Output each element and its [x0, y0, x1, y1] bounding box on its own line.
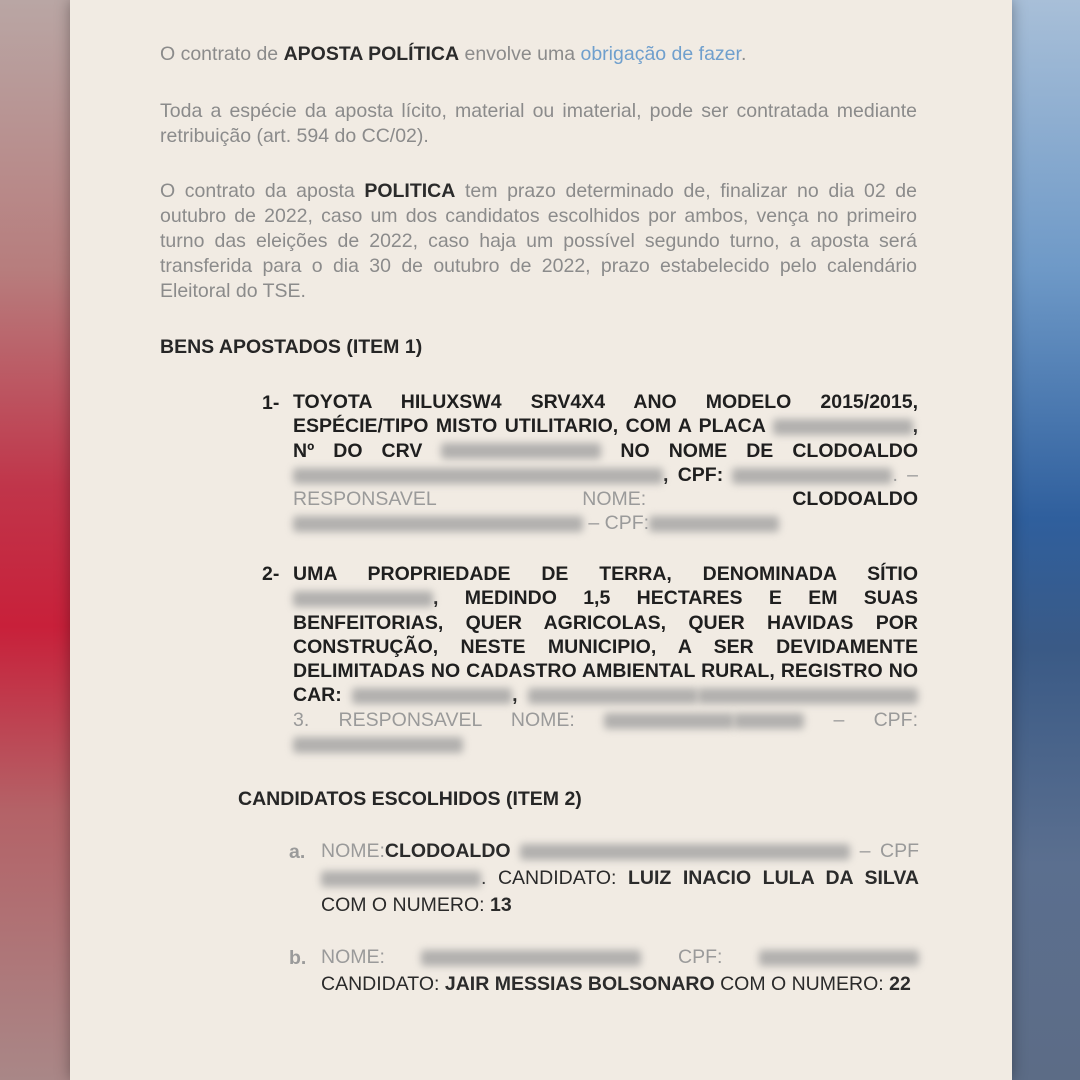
- item1-part-b: , Nº DO CRV: [293, 415, 918, 462]
- item1-part-c: NO NOME DE CLODOALDO: [601, 439, 918, 462]
- cpf-label-a: CPF: [880, 840, 920, 862]
- redacted-car-1: [352, 688, 512, 704]
- redacted-responsavel-2: [604, 713, 734, 729]
- cpf-label-b: CPF:: [678, 946, 723, 968]
- item1-part-g: – CPF:: [583, 512, 650, 535]
- intro-paragraph-2: Toda a espécie da aposta lícito, material ou imaterial, pode ser contratada mediante retribuição (art. 594 do CC/02).: [160, 100, 917, 147]
- candidate-a-letter: a.: [289, 841, 306, 863]
- p3-text-2: tem prazo determinado de, finalizar no dia 02 de outubro de 2022, caso um dos candidatos escolhidos por ambos, vença no primeiro turno das eleições de 2022, caso haja um possível segundo turno, a aposta será transferida para o dia 30 de outubro de 2022, prazo estabelecido pelo calendário Eleitoral do TSE.: [160, 180, 917, 302]
- redacted-responsavel: [293, 516, 583, 532]
- item1-part-a: TOYOTA HILUXSW4 SRV4X4 ANO MODELO 2015/2015, ESPÉCIE/TIPO MISTO UTILITARIO, COM A PLACA: [293, 391, 918, 438]
- numero-b: 22: [889, 973, 911, 995]
- redacted-surname-2: [734, 713, 804, 729]
- obrigacao-link[interactable]: obrigação de fazer: [580, 43, 741, 65]
- item1-text: [293, 390, 918, 536]
- item2-part-e: – CPF:: [804, 708, 919, 731]
- candidate-b: [321, 944, 919, 998]
- bens-heading: BENS APOSTADOS (ITEM 1): [160, 336, 423, 358]
- redacted-car-2: [528, 688, 698, 704]
- item1-part-d: , CPF:: [663, 463, 733, 486]
- dash-a: –: [850, 840, 871, 862]
- redacted-surname: [293, 468, 663, 484]
- candidato-label-a: . CANDIDATO:: [481, 867, 628, 889]
- candidate-a: [321, 838, 919, 919]
- numero-label-a: COM O NUMERO:: [321, 894, 490, 916]
- nome-label-a: NOME:: [321, 840, 385, 862]
- candidatos-heading: CANDIDATOS ESCOLHIDOS (ITEM 2): [238, 788, 582, 810]
- numero-a: 13: [490, 894, 512, 916]
- redacted-car-3: [698, 688, 918, 704]
- p3-bold: POLITICA: [364, 180, 456, 202]
- candidato-label-b: CANDIDATO:: [321, 973, 445, 995]
- redacted-crv: [441, 443, 601, 459]
- intro-paragraph-3: [160, 179, 917, 304]
- item2-part-d: 3. RESPONSAVEL NOME:: [293, 708, 605, 731]
- item1-number: 1-: [262, 392, 280, 414]
- candidato-b: JAIR MESSIAS BOLSONARO: [444, 973, 715, 995]
- background-right-blue: [1008, 0, 1080, 1080]
- redacted-cpf-a: [321, 871, 481, 887]
- candidate-b-letter: b.: [289, 947, 307, 969]
- redacted-cpf-3: [293, 737, 463, 753]
- p1-text: O contrato de: [160, 43, 284, 65]
- redacted-nome-a: [520, 844, 850, 860]
- item1-part-f: CLODOALDO: [792, 488, 918, 511]
- background-left-red: [0, 0, 72, 1080]
- candidato-a: LUIZ INACIO LULA DA SILVA: [627, 867, 919, 889]
- p1-end: .: [740, 43, 747, 65]
- redacted-cpf-b: [759, 950, 919, 966]
- p1-bold: APOSTA POLÍTICA: [283, 43, 460, 65]
- item1-part-e: . – RESPONSAVEL NOME:: [293, 463, 919, 511]
- item2-part-a: UMA PROPRIEDADE DE TERRA, DENOMINADA SÍTIO: [293, 563, 918, 585]
- p1-text-2: envolve uma: [459, 43, 581, 65]
- nome-label-b: NOME:: [321, 946, 385, 968]
- p3-text: O contrato da aposta: [160, 180, 365, 202]
- intro-paragraph-1: [160, 42, 917, 67]
- item2-text: [293, 562, 918, 756]
- nome-a: CLODOALDO: [384, 840, 511, 862]
- item2-number: 2-: [262, 563, 280, 585]
- numero-label-b: COM O NUMERO:: [714, 973, 890, 995]
- redacted-sitio: [293, 591, 433, 607]
- redacted-cpf-2: [649, 516, 779, 532]
- redacted-cpf: [732, 468, 892, 484]
- item2-part-c: ,: [512, 684, 528, 707]
- item2-part-b: , MEDINDO 1,5 HECTARES E EM SUAS BENFEITORIAS, QUER AGRICOLAS, QUER HAVIDAS POR CONSTRUÇÃO, NESTE MUNICIPIO, A SER DEVIDAMENTE DELIMITADAS NO CADASTRO AMBIENTAL RURAL, REGISTRO NO CAR:: [293, 587, 918, 707]
- redacted-nome-b: [421, 950, 641, 966]
- redacted-placa: [773, 419, 913, 435]
